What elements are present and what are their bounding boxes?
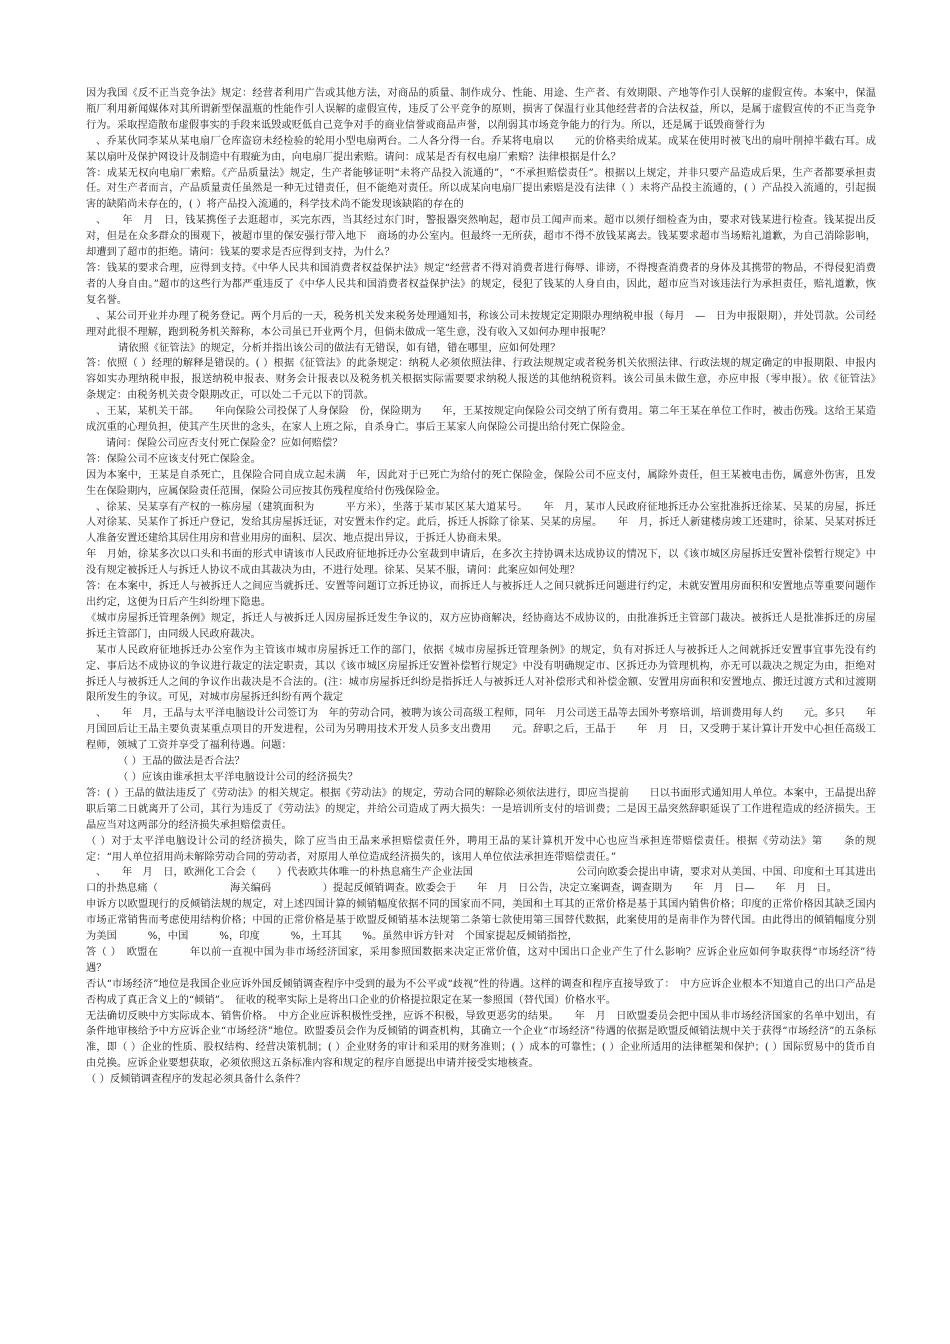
- paragraph-answer-tax: 答：依照（ ）经理的解释是错误的。( ）根据《征管法》的此条规定：纳税人必须依照法律、行政法规规定或者税务机关依照法律、行政法规的规定确定的申报期限、申报内容如实办理纳税申报，报送纳税申报表、财务会计报表以及税务机关根据实际需要要求纳税人报送的其他纳税资料。该公司虽未做生意，亦应申报（零申报）。依《征管法》 条规定：由税务机关责令限期改正，可以处二千元以下的罚款。: [86, 358, 887, 402]
- paragraph-unfair-competition-analysis: 因为我国《反不正当竞争法》规定：经营者利用广告或其他方法，对商品的质量、制作成分、性能、用途、生产者、有效期限、产地等作引人误解的虚假宣传。本案中，保温瓶厂利用新闻媒体对其所谓新型保温瓶的性能作引人误解的虚假宣传，违反了公平竞争的原则，损害了保温行业其他经营者的合法权益，所以，是属于虚假宣传的不正当竞争行为。采取捏造散布虚假事实的手段来诋毁或贬低自己竞争对手的商业信誉或商品声誉，以削弱其市场竞争能力的行为。所以，还是属于诋毁商誉行为: [86, 88, 876, 131]
- paragraph-answer-supermarket: 答：钱某的要求合理，应得到支持。《中华人民共和国消费者权益保护法》规定“经营者不得对消费者进行侮辱、诽谤，不得搜查消费者的身体及其携带的物品，不得侵犯消费者的人身自由。”超市的这些行为都严重违反了《中华人民共和国消费者权益保护法》的规定，侵犯了钱某的人身自由，因此，超市应当对该违法行为承担责任，赔礼道歉，恢复名誉。: [86, 262, 876, 306]
- paragraph-case-electric-fan: 、乔某伙同李某从某电扇厂仓库盗窃未经检验的轮用小型电扇两台。二人各分得一台。乔某将电扇以 元的价格卖给成某。成某在使用时被飞出的扇叶削掉半截右耳。成某以扇叶及保护网设计及制造中有瑕疵为由，向电扇厂提出索赔。请问：成某是否有权电扇厂索赔？法律根据是什么？: [86, 135, 876, 163]
- paragraph-answer-market-economy-cont: 无法确切反映中方实际成本、销售价格。 中方企业应诉积极性受挫，应诉不积极，导致更恶劣的结果。 年 月 日欧盟委员会把中国从非市场经济国家的名单中划出，有条件地审核给予中方应诉企业“市场经济”地位。欧盟委员会作为反倾销的调查机构，其确立一个企业“市场经济”待遇的依据是欧盟反倾销法规中关于获得“市场经济”的五条标准，即（ ）企业的性质、股权结构、经营决策机制；( ）企业财务的审计和采用的财务准则；( ）成本的可靠性；( ）企业所适用的法律框架和保护；( ）国际贸易中的货币自由兑换。应诉企业要想获取，必须依照这五条标准内容和规定的程序自愿提出申请并接受实地核查。: [86, 1010, 876, 1070]
- paragraph-question-tax: 请依照《征管法》的规定，分析并指出该公司的做法有无错误，如有错，错在哪里，应如何处理？: [118, 342, 561, 354]
- paragraph-demolition-analysis: 某市人民政府征地拆迁办公室作为主管该市城市房屋拆迁工作的部门，依据《城市房屋拆迁管理条例》的规定，负有对拆迁人与被拆迁人之间就拆迁安置事宜事先没有约定、事后达不成协议的争议进行裁定的法定职责，其以《该市城区房屋拆迁安置补偿暂行规定》中没有明确规定市、区拆迁办为管理机构，亦无可以裁决之规定为由，拒绝对拆迁人与被拆迁人之间的争议作出裁决是不合法的。(注：城市房屋拆迁纠纷是指拆迁人与被拆迁人对补偿形式和补偿金额、安置用房面积和安置地点、搬迁过渡方式和过渡期限所发生的争议。可见，对城市房屋拆迁纠纷有两个裁定: [86, 644, 876, 704]
- paragraph-answer-insurance: 答：保险公司不应该支付死亡保险金。: [86, 453, 261, 465]
- paragraph-case-insurance: 、王某，某机关干部。 年向保险公司投保了人身保险 份，保险期为 年，王某按规定向保险公司交纳了所有费用。第二年王某在单位工作时，被击伤残。这给王某造成沉重的心理负担，使其产生厌世的念头，在家人上班之际，自杀身亡。事后王某家人向保险公司提出给付死亡保险金。: [86, 406, 876, 434]
- paragraph-case-tax-registration: 、某公司开业并办理了税务登记。两个月后的一天，税务机关发来税务处理通知书，称该公司未按规定定期限办理纳税申报（每月 — 日为申报限期），并处罚款。公司经理对此很不理解，跑到税务机关辩称，本公司虽已开业两个月，但倘未做成一笔生意，没有收入又如何办理申报呢？: [86, 310, 876, 338]
- paragraph-question-anti-dumping-conditions: （ ）反倾销调查程序的发起必须具备什么条件？: [86, 1074, 306, 1086]
- paragraph-anti-dumping-margins: 申诉方以欧盟现行的反倾销法规的规定，对上述四国计算的倾销幅度依据不同的国家而不同，美国和土耳其的正常价格是基于其国内销售价格；印度的正常价格因其缺乏国内市场正常销售而考虑使用结构价格；中国的正常价格是基于欧盟反倾销基本法规第二条第七款使用第三国替代数据，此案使用的是南非作为替代国。由此得出的倾销幅度分别为美国 %，中国 %，印度 %，土耳其 %。虽然申诉方针对 个国家提起反倾销指控，: [86, 899, 876, 943]
- paragraph-case-labor-contract: 、 年 月，王晶与太平洋电脑设计公司签订为 年的劳动合同，被聘为该公司高级工程师，同年 月公司送王晶等去国外考察培训，培训费用每人约 元。多只 年 月国回后让王晶主要负责某重点项目的开发进程，公司为另聘用技术开发人员多支出费用 元。辞职之后，王晶于 年 月 日，又受聘于某计算计开发中心担任高级工程师，领城了工资并享受了福利待遇。问题：: [86, 708, 887, 752]
- paragraph-answer-insurance-reason: 因为本案中，王某是自杀死亡，且保险合同自成立起未满 年，因此对于已死亡为给付的死亡保险金，保险公司不应支付，属除外责任，但王某被电击伤，属意外伤害，且发生在保险期内，应属保险责任范围，保险公司应按其伤残程度给付伤残保险金。: [86, 469, 876, 497]
- paragraph-case-anti-dumping: 、 年 月 日，欧洲化工合会（ ）代表欧共体唯一的朴热息痛生产企业法国 公司向欧委会提出申请，要求对从美国、中国、印度和土耳其进出口的扑热息痛（ 海关编码 ）提起反倾销调查。欧委会于 年 月 日公告，决定立案调查，调查期为 年 月 日— 年 月 日。: [86, 867, 876, 895]
- paragraph-case-demolition-cont: 年 月始，徐某多次以口头和书面的形式申请该市人民政府征地拆迁办公室裁到申请后，在多次主持协调未达成协议的情况下，以《该市城区房屋拆迁安置补偿暂行规定》中没有规定被拆迁人与拆迁人协议不成由其裁决为由，不进行处理。徐某、吴某不服，请问：此案应如何处理？: [86, 549, 876, 577]
- paragraph-answer-market-economy: 否认“市场经济”地位是我国企业应诉外国反倾销调查程序中受到的最为不公平或“歧视”性的待遇。这样的调查和程序直接导致了： 中方应诉企业根本不知道自己的出口产品是否构成了真正含义上的“倾销”。 征收的税率实际上是将出口企业的价格提拉限定在某一参照国（替代国）价格水平。: [86, 978, 876, 1006]
- paragraph-demolition-regulation: 《城市房屋拆迁管理条例》规定，拆迁人与被拆迁人因房屋拆迁发生争议的，双方应协商解决，经协商达不成协议的，由批准拆迁主管部门裁决。被拆迁人是批准拆迁的房屋拆迁主管部门，由同级人民政府裁决。: [86, 612, 876, 640]
- paragraph-answer-electric-fan: 答：成某无权向电扇厂索赔。《产品质量法》规定，生产者能够证明“未将产品投入流通的”，“不承担赔偿责任”。根据以上规定，并非只要产品造成后果，生产者都要承担责任。对生产者而言，产品质量责任虽然是一种无过错责任，但不能绝对责任。所以成某向电扇厂提出索赔是没有法律（ ）未将产品投主流通的，( ）产品投入流通的，引起损害的缺陷尚未存在的，( ）将产品投入流通的，科学技术尚不能发现该缺陷的存在的: [86, 167, 876, 211]
- paragraph-case-demolition: 、徐某、吴某享有产权的一栋房屋（建筑面积为 平方米），坐落于某市某区某大道某号。 年 月，某市人民政府征地拆迁办公室批准拆迁徐某、吴某的房屋，拆迁人对徐某、吴某作了拆迁户登记，发给其房屋拆迁证，对安置未作约定。此后，拆迁人拆除了徐某、吴某的房屋。 年 月，拆迁人新建楼房竣工还建时，徐某、吴某对拆迁人准备安置还建给其居住用房和营业用房的面积、层次、地点提出异议，于拆迁人协商未果。: [86, 501, 876, 545]
- paragraph-question-market-economy: 答（ ） 欧盟在 年以前一直视中国为非市场经济国家，采用参照国数据来决定正常价值，这对中国出口企业产生了什么影响？应诉企业应如何争取获得“市场经济”待遇？: [86, 946, 876, 974]
- paragraph-answer-labor-1: 答：( ）王晶的做法违反了《劳动法》的相关规定。根据《劳动法》的规定，劳动合同的解除必须依法进行，即应当提前 日以书面形式通知用人单位。本案中，王晶提出辞职后第二日就离开了公司，其行为违反了《劳动法》的规定，并给公司造成了两大损失：一是培训所支付的培训费；二是因王晶突然辞职延误了工作进程造成的经济损失。王晶应当对这两部分的经济损失承担赔偿责任。: [86, 787, 876, 831]
- paragraph-question-labor-1: （ ）王晶的做法是否合法？: [118, 756, 245, 768]
- paragraph-answer-demolition: 答：在本案中，拆迁人与被拆迁人之间应当就拆迁、安置等问题订立拆迁协议，而拆迁人与被拆迁人之间只就拆迁问题进行约定，未就安置用房面积和安置地点等重要问题作出约定，这便为日后产生纠纷埋下隐患。: [86, 581, 876, 608]
- paragraph-answer-labor-2: （ ）对于太平洋电脑设计公司的经济损失，除了应当由王晶来承担赔偿责任外，聘用王晶的某计算机开发中心也应当承担连带赔偿责任。根据《劳动法》第 条的规定：“用人单位招用尚未解除劳动合同的劳动者，对原用人单位造成经济损失的，该用人单位依法承担连带赔偿责任。”: [86, 835, 876, 863]
- paragraph-question-labor-2: （ ）应该由谁承担太平洋电脑设计公司的经济损失？: [118, 771, 358, 783]
- document-page: [86, 86, 887, 1088]
- paragraph-case-supermarket: 、 年 月 日，钱某携侄子去逛超市，买完东西，当其经过东门时，警报器突然响起，超市员工闻声而来。超市以须仔细检查为由，要求对钱某进行检查。钱某提出反对，但是在众多群众的围观下，被超市里的保安强行带入地下 商场的办公室内。但最终一无所获，超市不得不放钱某离去。钱某要求超市当场赔礼道歉，为自己消除影响，却遭到了超市的拒绝。请问：钱某的要求是否应得到支持，为什么？: [86, 215, 876, 259]
- paragraph-question-insurance: 请问：保险公司应否支付死亡保险金？应如何赔偿？: [106, 437, 343, 449]
